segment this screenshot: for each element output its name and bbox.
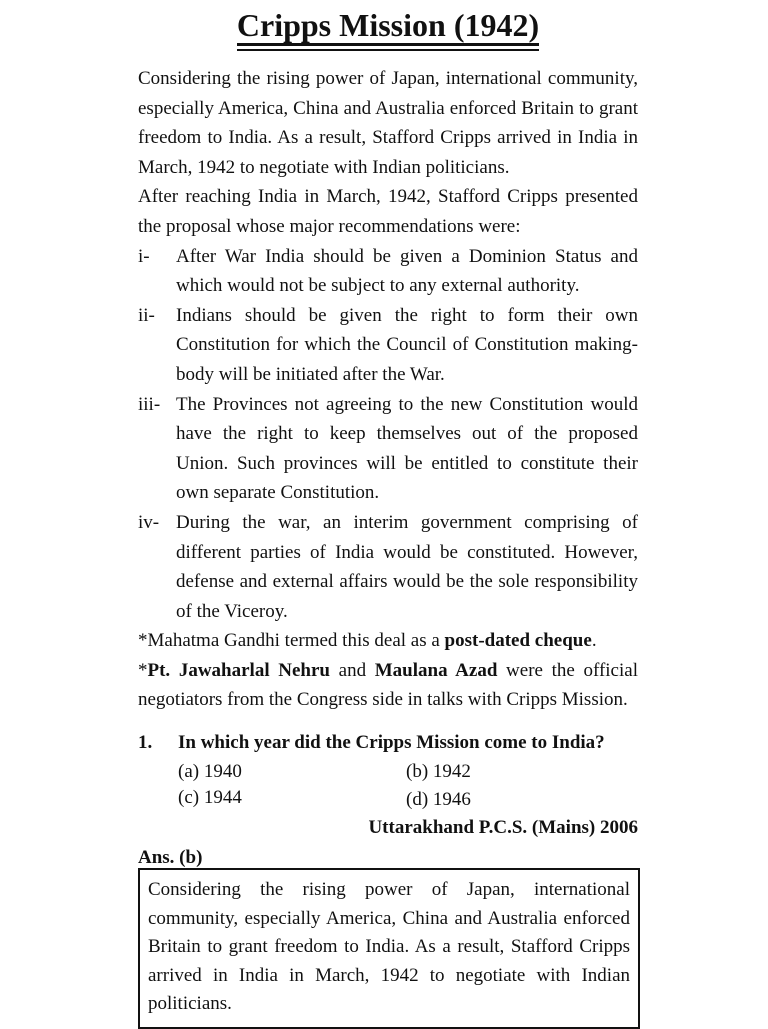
recommendation-item bbox=[138, 242, 638, 301]
nehru-name: Pt. Jawaharlal Nehru bbox=[147, 659, 330, 681]
recommendation-marker: i- bbox=[138, 245, 150, 267]
recommendation-text: After War India should be given a Dominion Status and which would not be subject to any external authority. bbox=[176, 245, 638, 297]
recommendation-marker: ii- bbox=[138, 304, 155, 326]
page-title: Cripps Mission (1942) bbox=[237, 8, 539, 46]
recommendation-item bbox=[138, 390, 638, 508]
nehru-note-suffix: were the official negotiators from the Congress side in talks with Cripps Mission. bbox=[138, 659, 638, 711]
question-text: In which year did the Cripps Mission come to India? bbox=[178, 732, 605, 753]
recommendation-text: During the war, an interim government comprising of different parties of India would be constituted. However, defense and external affairs would be the sole responsibility of the Viceroy. bbox=[176, 511, 638, 622]
question-number: 1. bbox=[138, 732, 153, 753]
recommendation-item bbox=[138, 508, 638, 626]
recommendation-text: The Provinces not agreeing to the new Constitution would have the right to keep themselves out of the proposed Union. Such provinces will be entitled to constitute their own separate Constitution. bbox=[176, 393, 638, 504]
options-grid bbox=[138, 758, 638, 814]
body-text bbox=[138, 64, 638, 715]
option-b: (b) 1942 bbox=[406, 761, 471, 782]
option-c: (c) 1944 bbox=[178, 787, 242, 808]
gandhi-note-bold: post-dated cheque bbox=[444, 630, 592, 652]
azad-name: Maulana Azad bbox=[374, 659, 498, 681]
question-source: Uttarakhand P.C.S. (Mains) 2006 bbox=[368, 817, 638, 838]
option-d: (d) 1946 bbox=[406, 789, 471, 810]
gandhi-note-suffix: . bbox=[591, 630, 597, 652]
gandhi-note-prefix: *Mahatma Gandhi termed this deal as a bbox=[138, 630, 445, 652]
nehru-note-mid: and bbox=[329, 659, 375, 681]
recommendation-marker: iv- bbox=[138, 511, 160, 533]
proposal-paragraph: After reaching India in March, 1942, Stafford Cripps presented the proposal whose major recommendations were: bbox=[138, 186, 638, 237]
nehru-note bbox=[138, 656, 638, 715]
question-line bbox=[138, 728, 638, 758]
nehru-note-prefix: * bbox=[138, 659, 148, 681]
question-block bbox=[138, 728, 638, 874]
option-a: (a) 1940 bbox=[178, 761, 242, 782]
recommendation-item bbox=[138, 301, 638, 390]
answer-label: Ans. (b) bbox=[138, 847, 203, 868]
recommendation-text: Indians should be given the right to form their own Constitution for which the Council of Constitution making-body will be initiated after the War. bbox=[176, 304, 638, 385]
gandhi-note bbox=[138, 626, 638, 656]
recommendation-marker: iii- bbox=[138, 393, 161, 415]
explanation-box: Considering the rising power of Japan, international community, especially America, China and Australia enforced Britain to grant freedom to India. As a result, Stafford Cripps arrived in India in March, 1942 to negotiate with Indian politicians. bbox=[138, 868, 640, 1029]
title-block bbox=[138, 8, 638, 46]
intro-paragraph: Considering the rising power of Japan, international community, especially America, China and Australia enforced Britain to grant freedom to India. As a result, Stafford Cripps arrived in India in March, 1942 to negotiate with Indian politicians. bbox=[138, 68, 638, 178]
